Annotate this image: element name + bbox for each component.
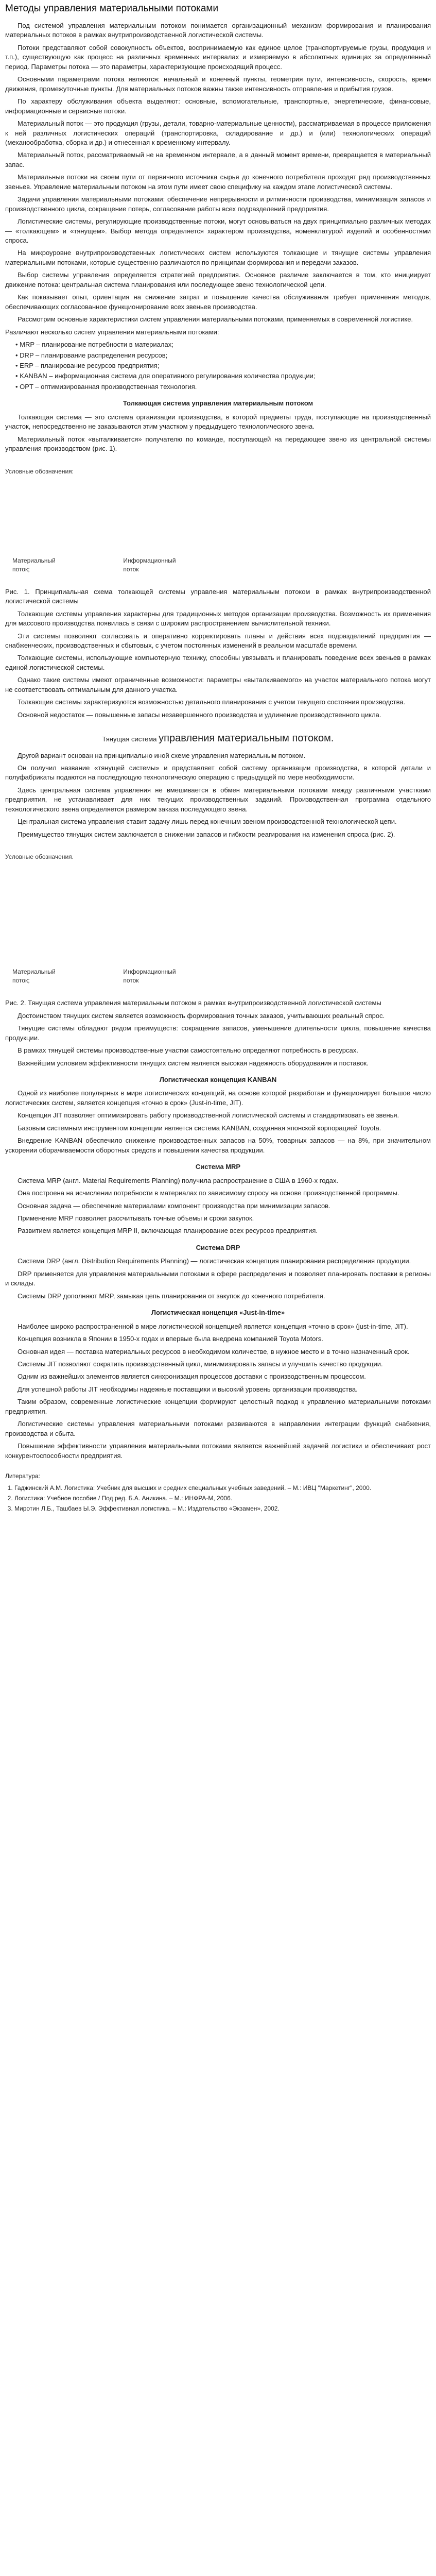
paragraph: Важнейшим условием эффективности тянущих систем является высокая надежность оборудования и поставок.	[18, 1059, 369, 1067]
paragraph: DRP применяется для управления материальными потоками в сфере распределения и позволяет планировать поставки в регионы и склады.	[5, 1269, 431, 1287]
paragraph: Толкающие системы управления характерны для традиционных методов организации производства. Возможность их применения для массового производства появилась в связи с широким распространением вычислительной техники.	[5, 609, 431, 628]
paragraph: Основной недостаток — повышенные запасы незавершенного производства и удлинение производственного цикла.	[18, 710, 381, 719]
list-item: • KANBAN – информационная система для оперативного регулирования количества продукции;	[15, 371, 431, 381]
systems-list	[5, 340, 431, 392]
paragraph: Системы JIT позволяют сократить производственный цикл, минимизировать запасы и улучшить качество продукции.	[18, 1360, 383, 1368]
paragraph: Под системой управления материальным потоком понимается организационный механизм формирования и планирования материальных потоков в рамках внутрипроизводственной логистической системы.	[5, 21, 431, 39]
reference-item: 3. Миротин Л.Б., Ташбаев Ы.Э. Эффективная логистика. – М.: Издательство «Экзамен», 2002.	[14, 1504, 431, 1513]
paragraph: Потоки представляют собой совокупность объектов, воспринимаемую как единое целое (транспортируемые грузы, продукция и т.п.), существующую как процесс на различных временных интервалах и измеряемую в абсолютных единицах за определенный период. Параметры потока — это параметры, характеризующие происходящий процесс.	[5, 43, 431, 71]
paragraph: Основная задача — обеспечение материалами компонент производства при минимизации запасов.	[18, 1201, 330, 1210]
paragraph: Тянущие системы обладают рядом преимуществ: сокращение запасов, уменьшение длительности цикла, повышение качества продукции.	[5, 1024, 431, 1042]
paragraph: Однако такие системы имеют ограниченные возможности: параметры «выталкиваемого» на участок материального потока могут не соответствовать оптимальным для данного участка.	[5, 676, 431, 693]
paragraph: Толкающие системы характеризуются возможностью детального планирования с учетом текущего состояния производства.	[18, 698, 406, 706]
paragraph: Задачи управления материальными потоками: обеспечение непрерывности и ритмичности производства, минимизация запасов и производственного цикла, сокращение потерь, согласование работы всех подразделений предприятия.	[5, 195, 431, 213]
figure-2-image	[5, 861, 431, 964]
kanban-heading: Логистическая концепция KANBAN	[159, 1076, 277, 1083]
legend-info: Информационный поток	[123, 556, 176, 573]
paragraph: Эти системы позволяют согласовать и оперативно корректировать планы и действия всех подразделений предприятия — снабженческих, производственных и сбытовых, с учетом постоянных изменений в реальном масштабе времени.	[5, 632, 431, 649]
paragraph: Наиболее широко распространенной в мире логистической концепцией является концепция «точно в срок» (just-in-time, JIT).	[18, 1322, 408, 1330]
paragraph: Толкающие системы, использующие компьютерную технику, способны увязывать и планировать поведение всех звеньев в рамках единой логистической системы.	[5, 654, 431, 671]
paragraph: Материальный поток — это продукция (грузы, детали, товарно-материальные ценности), рассматриваемая в процессе приложения к ней различных логистических операций (транспортировка, складирование и др.) и (или) технологических операций (механообработка, сборка и др.) и отнесенная к временному интервалу.	[5, 120, 431, 146]
paragraph: Другой вариант основан на принципиально иной схеме управления материальным потоком.	[18, 751, 306, 759]
paragraph: Концепция JIT позволяет оптимизировать работу производственной логистической системы и стандартизовать её звенья.	[18, 1111, 399, 1120]
paragraph: Центральная система управления ставит задачу лишь перед конечным звеном производственной технологической цепи.	[18, 818, 397, 826]
paragraph: В рамках тянущей системы производственные участки самостоятельно определяют потребность в ресурсах.	[18, 1046, 358, 1055]
reference-item: 1. Гаджинский А.М. Логистика: Учебник для высших и средних специальных учебных заведений. – М.: ИВЦ "Маркетинг", 2000.	[14, 1484, 431, 1493]
reference-item: 2. Логистика: Учебное пособие / Под ред. Б.А. Аникина. – М.: ИНФРА-М, 2006.	[14, 1494, 431, 1503]
list-item: • ERP – планирование ресурсов предприятия;	[15, 361, 431, 370]
systems-intro: Различают несколько систем управления материальными потоками:	[5, 328, 219, 336]
page-title: Методы управления материальными потоками	[5, 3, 219, 14]
references-list	[5, 1484, 431, 1513]
paragraph: Толкающая система — это система организации производства, в которой предметы труда, поступающие на производственный участок, непосредственно не заказываются этим участком у предыдущего технологического звена.	[5, 413, 431, 431]
pull-heading-big: управления материальным потоком.	[159, 733, 334, 744]
paragraph: Здесь центральная система управления не вмешивается в обмен материальными потоками между различными участками предприятия, не устанавливает для них текущих производственных заданий. Производственная программа отдельного технологического звена определяется размером заказа последующего звена.	[5, 786, 431, 813]
mrp-heading: Система MRP	[195, 1163, 241, 1171]
paragraph: Одной из наиболее популярных в мире логистических концепций, на основе которой разработан и функционирует большое число логистических систем, является концепция «точно в срок» (Just-in-time, JIT).	[5, 1089, 431, 1107]
paragraph: Выбор системы управления определяется стратегией предприятия. Основное различие заключается в том, кто инициирует движение потока: центральная система планирования или последующее звено технологической цепи.	[5, 271, 431, 289]
paragraph: Базовым системным инструментом концепции является система KANBAN, созданная японской корпорацией Toyota.	[18, 1124, 381, 1132]
drp-heading: Система DRP	[196, 1243, 240, 1251]
paragraph: Система MRP (англ. Material Requirements Planning) получила распространение в США в 1960-х годах.	[18, 1176, 339, 1184]
paragraph: Материальный поток «выталкивается» получателю по команде, поступающей на передающее звено из центральной системы управления производством (рис. 1).	[5, 435, 431, 453]
references-section	[5, 1472, 431, 1513]
paragraph: Концепция возникла в Японии в 1950-х годах и впервые была внедрена компанией Toyota Motors.	[18, 1335, 323, 1343]
push-heading: Толкающая система управления материальным потоком	[123, 399, 313, 408]
figure-1-caption: Рис. 1. Принципиальная схема толкающей системы управления материальным потоком в рамках внутрипроизводственной логистической системы	[5, 587, 431, 605]
paragraph: Таким образом, современные логистические концепции формируют целостный подход к управлению материальными потоками предприятия.	[5, 1398, 431, 1415]
paragraph: По характеру обслуживания объекта выделяют: основные, вспомогательные, транспортные, энергетические, финансовые, информационные и сервисные потоки.	[5, 97, 431, 115]
legend-info: Информационный поток	[123, 968, 176, 985]
paragraph: Логистические системы управления материальными потоками развиваются в направлении интеграции функций снабжения, производства и сбыта.	[5, 1420, 431, 1437]
paragraph: Повышение эффективности управления материальными потоками является важнейшей задачей логистики и обеспечивает рост конкурентоспособности предприятия.	[5, 1442, 431, 1460]
legend-title: Условные обозначения:	[5, 467, 74, 475]
paragraph: Основная идея — поставка материальных ресурсов в необходимом количестве, в нужное место и в точно назначенный срок.	[18, 1347, 410, 1355]
figure-2-caption: Рис. 2. Тянущая система управления материальным потоком в рамках внутрипроизводственной логистической системы	[5, 999, 381, 1007]
paragraph: Как показывает опыт, ориентация на снижение затрат и повышение качества обслуживания требует применения методов, обеспечивающих согласованное функционирование всех звеньев производства.	[5, 293, 431, 311]
paragraph: Материальные потоки на своем пути от первичного источника сырья до конечного потребителя проходят ряд производственных звеньев. Управление материальным потоком на этом пути имеет свою специфику на каждом этапе логистической системы.	[5, 173, 431, 191]
paragraph: Преимущество тянущих систем заключается в снижении запасов и гибкости реагирования на изменения спроса (рис. 2).	[18, 830, 395, 838]
paragraph: На микроуровне внутрипроизводственных логистических систем используются толкающие и тянущие системы управления материальными потоками, которые существенно различаются по принципам формирования и передачи заказов.	[5, 249, 431, 266]
legend-row	[5, 556, 431, 574]
paragraph: Развитием является концепция MRP II, включающая планирование всех ресурсов предприятия.	[18, 1227, 318, 1235]
legend-material: Материальный поток;	[12, 968, 56, 985]
legend-material: Материальный поток;	[12, 556, 56, 573]
legend-row	[5, 968, 431, 985]
paragraph: Для успешной работы JIT необходимы надежные поставщики и высокий уровень организации производства.	[18, 1385, 358, 1393]
paragraph: Материальный поток, рассматриваемый не на временном интервале, а в данный момент времени, превращается в материальный запас.	[5, 151, 431, 168]
paragraph: Применение MRP позволяет рассчитывать точные объемы и сроки закупок.	[18, 1214, 254, 1222]
jit-heading: Логистическая концепция «Just-in-time»	[151, 1309, 285, 1317]
paragraph: Он получил название «тянущей системы» и представляет собой систему организации производства, в которой детали и полуфабрикаты подаются на последующую технологическую операцию с предыдущей по мере необходимости.	[5, 764, 431, 782]
figure-1-legend	[5, 467, 431, 574]
references-title: Литература:	[5, 1472, 40, 1480]
paragraph: Системы DRP дополняют MRP, замыкая цепь планирования от закупок до конечного потребителя.	[18, 1292, 325, 1300]
figure-1-image	[5, 476, 431, 553]
intro-section	[5, 21, 431, 325]
paragraph: Рассмотрим основные характеристики систем управления материальными потоками, применяемых в современной логистике.	[18, 315, 413, 324]
paragraph: Система DRP (англ. Distribution Requirements Planning) — логистическая концепция планирования распределения продукции.	[18, 1257, 411, 1265]
figure-2-legend	[5, 853, 431, 985]
pull-heading-small: Тянущая система	[102, 735, 157, 743]
paragraph: Внедрение KANBAN обеспечило снижение производственных запасов на 50%, товарных запасов — на 8%, при значительном ускорении оборачиваемости оборотных средств и повышении качества продукции.	[5, 1137, 431, 1154]
paragraph: Одним из важнейших элементов является синхронизация процессов доставки с производственным процессом.	[18, 1372, 366, 1381]
paragraph: Достоинством тянущих систем является возможность формирования точных заказов, учитывающих реальный спрос.	[18, 1011, 385, 1020]
list-item: • DRP – планирование распределения ресурсов;	[15, 351, 431, 360]
legend-title: Условные обозначения.	[5, 853, 74, 861]
paragraph: Логистические системы, регулирующие производственные потоки, могут основываться на двух принципиально различных методах — «толкающем» и «тянущем». Выбор метода определяется характером производства, номенклатурой изделий и особенностями спроса.	[5, 217, 431, 245]
list-item: • MRP – планирование потребности в материалах;	[15, 340, 431, 349]
pull-heading	[5, 731, 431, 745]
paragraph: Основными параметрами потока являются: начальный и конечный пункты, геометрия пути, интенсивность, скорость, время движения, промежуточные пункты. Для материальных потоков важны также интенсивность отправления и прибытия грузов.	[5, 75, 431, 93]
list-item: • OPT – оптимизированная производственная технология.	[15, 382, 431, 392]
paragraph: Она построена на исчислении потребности в материалах по зависимому спросу на основе производственной программы.	[18, 1189, 399, 1197]
